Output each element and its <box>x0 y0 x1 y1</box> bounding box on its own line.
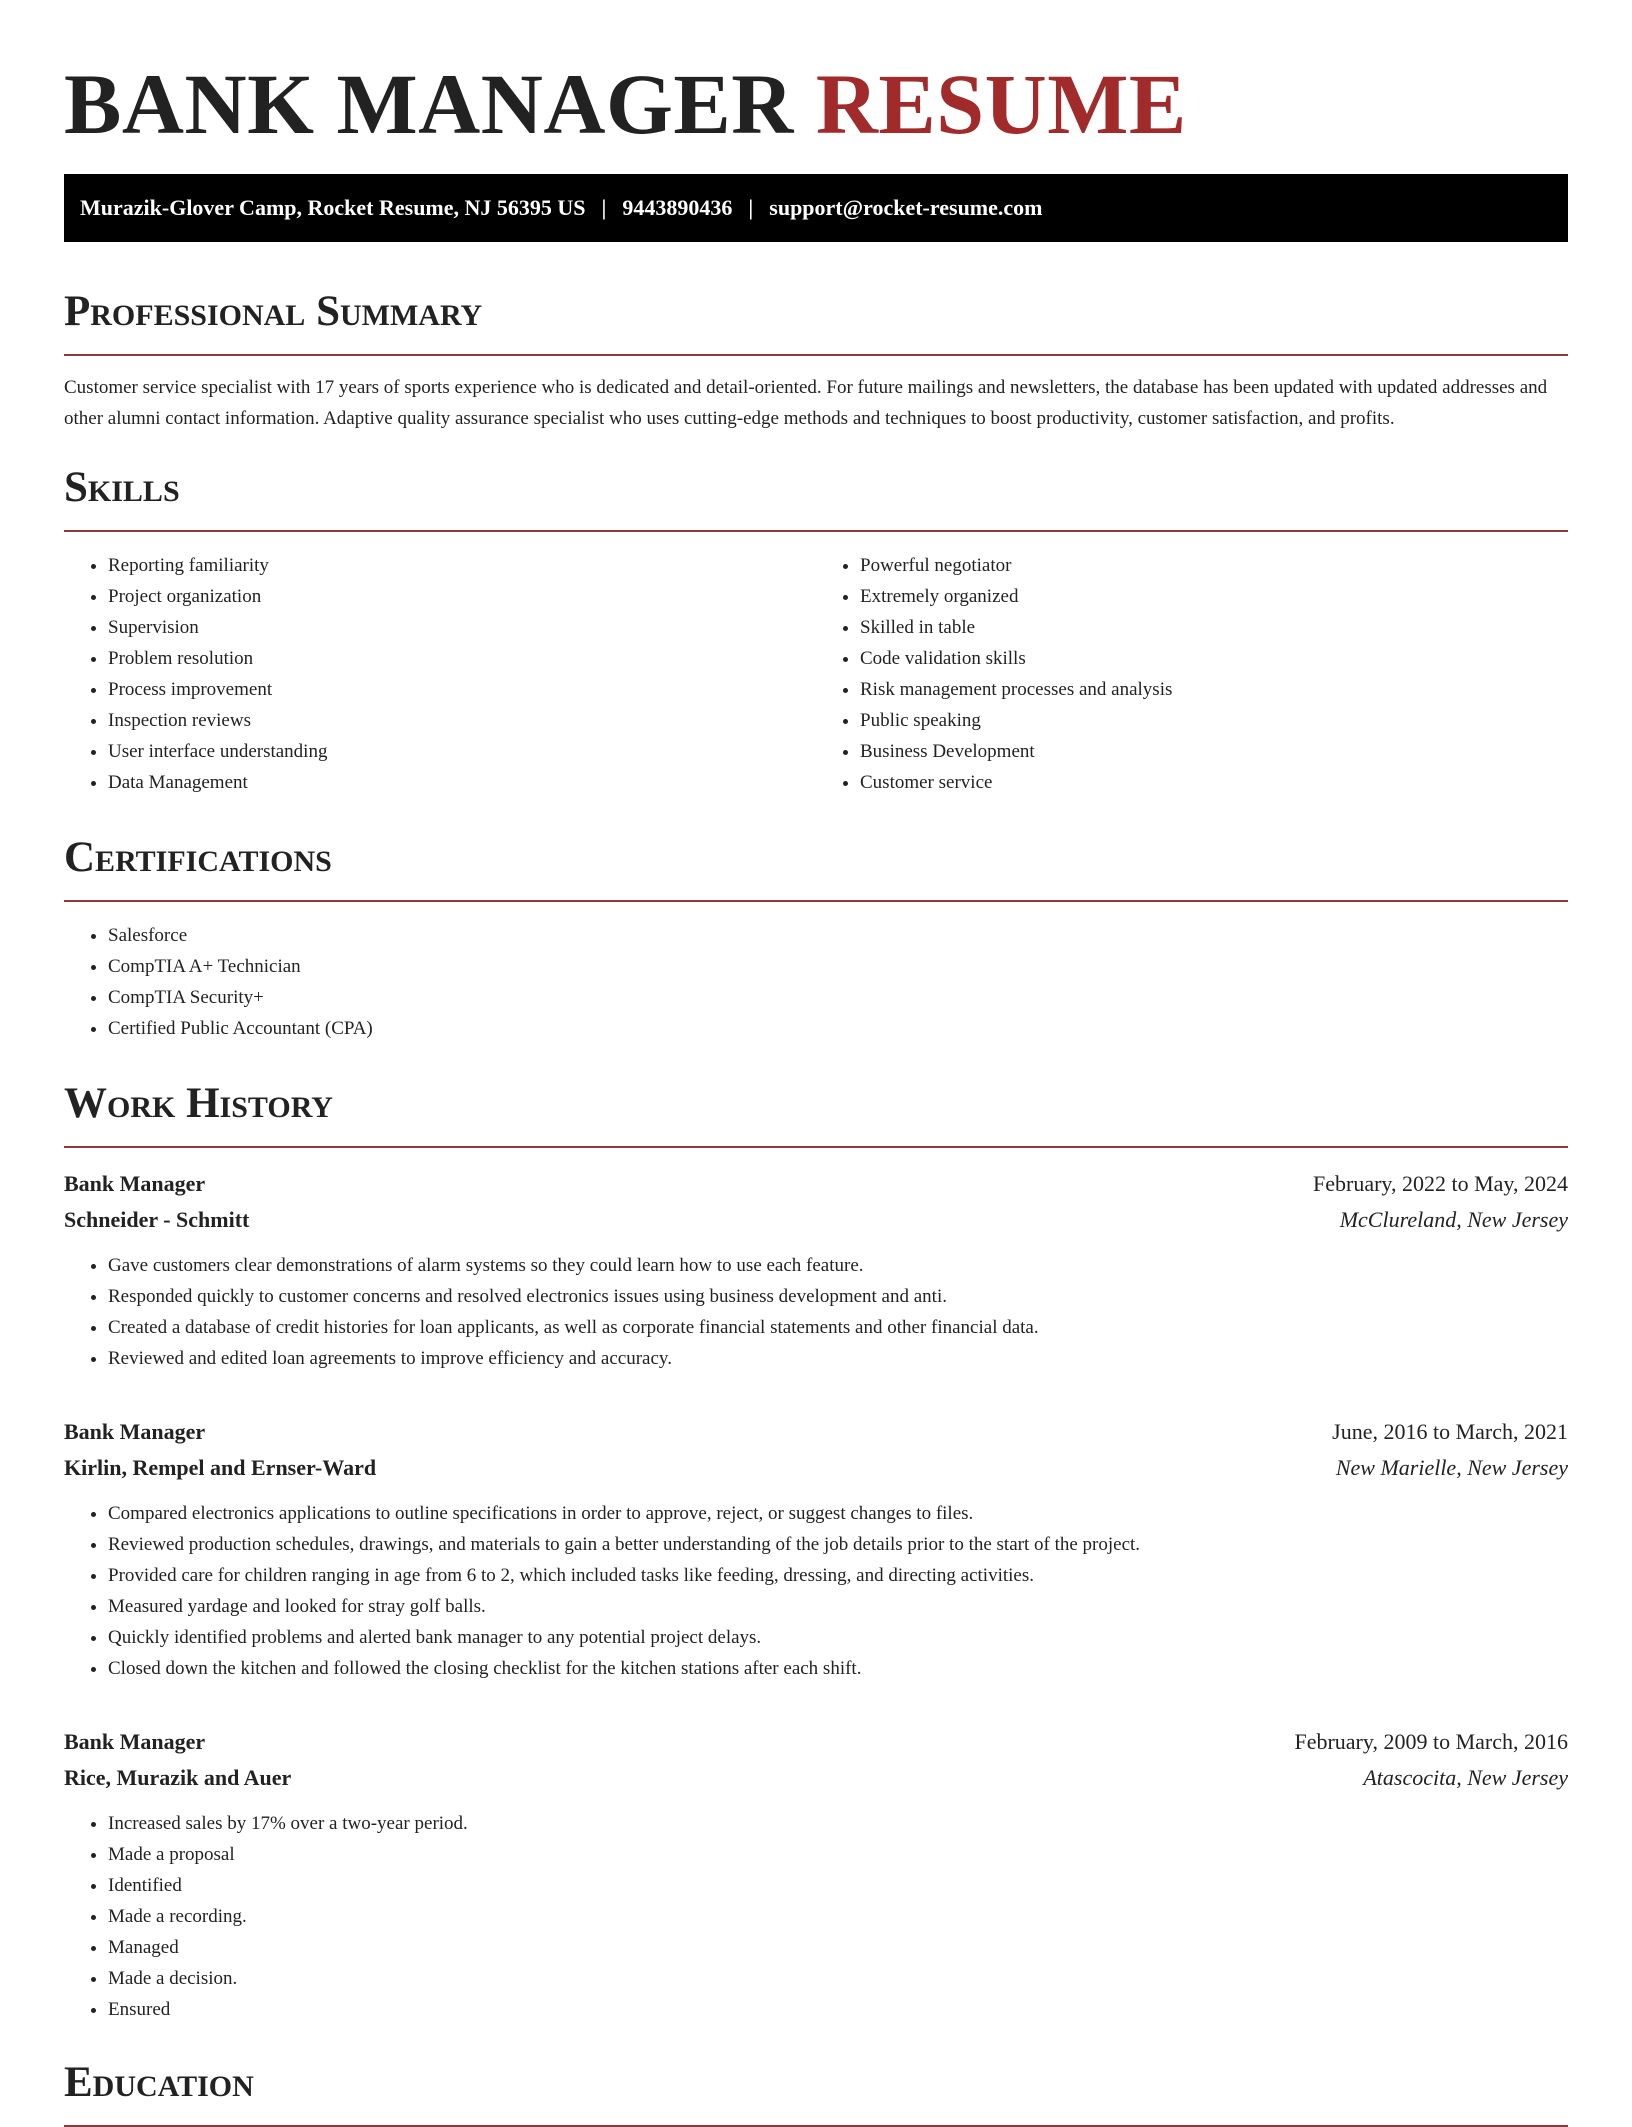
job-duty: • Quickly identified problems and alerted bank manager to any potential project delays. <box>108 1622 1568 1653</box>
contact-email[interactable]: support@rocket-resume.com <box>769 195 1043 220</box>
skill-item: • Business Development <box>860 736 1568 767</box>
job-entry <box>64 1166 1568 1374</box>
skill-item: • Project organization <box>108 581 816 612</box>
skill-item: • Risk management processes and analysis <box>860 674 1568 705</box>
job-duty: • Responded quickly to customer concerns and resolved electronics issues using business development and anti. <box>108 1281 1568 1312</box>
job-company: Rice, Murazik and Auer <box>64 1765 292 1790</box>
job-duty: • Created a database of credit histories for loan applicants, as well as corporate financial statements and other financial data. <box>108 1312 1568 1343</box>
skills-columns <box>64 550 1568 798</box>
certifications-section <box>64 830 1568 1044</box>
work-history-heading: Work History <box>64 1080 333 1127</box>
contact-separator: | <box>601 195 607 220</box>
job-company-row <box>64 1760 1568 1796</box>
skills-heading: Skills <box>64 464 180 511</box>
job-duty: • Compared electronics applications to outline specifications in order to approve, reject, or suggest changes to files. <box>108 1498 1568 1529</box>
certifications-list <box>64 920 1568 1044</box>
education-heading: Education <box>64 2059 254 2106</box>
job-duty: • Provided care for children ranging in age from 6 to 2, which included tasks like feeding, dressing, and directing activities. <box>108 1560 1568 1591</box>
title-main: BANK MANAGER <box>64 56 794 152</box>
job-title: Bank Manager <box>64 1729 206 1754</box>
certification-item: • Certified Public Accountant (CPA) <box>108 1013 1568 1044</box>
job-duty: • Managed <box>108 1932 1568 1963</box>
job-dates: June, 2016 to March, 2021 <box>1332 1419 1568 1444</box>
job-duties-list <box>64 1498 1568 1684</box>
job-location: Atascocita, New Jersey <box>1363 1765 1568 1790</box>
resume-page <box>64 0 1568 2127</box>
job-header-row <box>64 1166 1568 1202</box>
summary-heading: Professional Summary <box>64 288 483 335</box>
certifications-heading: Certifications <box>64 834 332 881</box>
job-company: Schneider - Schmitt <box>64 1207 250 1232</box>
skills-section <box>64 460 1568 798</box>
job-entry <box>64 1724 1568 2025</box>
job-duties-list <box>64 1250 1568 1374</box>
certification-item: • Salesforce <box>108 920 1568 951</box>
title-accent: RESUME <box>815 56 1187 152</box>
job-duty: • Reviewed production schedules, drawings, and materials to gain a better understanding of the job details prior to the start of the project. <box>108 1529 1568 1560</box>
job-duty: • Gave customers clear demonstrations of alarm systems so they could learn how to use each feature. <box>108 1250 1568 1281</box>
job-header-row <box>64 1724 1568 1760</box>
job-location: New Marielle, New Jersey <box>1335 1455 1568 1480</box>
education-section <box>64 2055 1568 2127</box>
job-company-row <box>64 1450 1568 1486</box>
section-divider <box>64 1146 1568 1148</box>
section-divider <box>64 354 1568 356</box>
job-duty: • Identified <box>108 1870 1568 1901</box>
skill-item: • Skilled in table <box>860 612 1568 643</box>
certification-item: • CompTIA A+ Technician <box>108 951 1568 982</box>
skill-item: • Reporting familiarity <box>108 550 816 581</box>
contact-bar <box>64 174 1568 242</box>
skill-item: • Problem resolution <box>108 643 816 674</box>
summary-text: Customer service specialist with 17 years of sports experience who is dedicated and detail-oriented. For future mailings and newsletters, the database has been updated with updated addresses and other alumni contact information. Adaptive quality assurance specialist who uses cutting-edge methods and techniques to boost productivity, customer satisfaction, and profits. <box>64 377 1548 429</box>
job-duty: • Closed down the kitchen and followed the closing checklist for the kitchen stations after each shift. <box>108 1653 1568 1684</box>
skill-item: • Process improvement <box>108 674 816 705</box>
job-dates: February, 2022 to May, 2024 <box>1313 1171 1568 1196</box>
contact-address: Murazik-Glover Camp, Rocket Resume, NJ 56395 US <box>80 195 586 220</box>
resume-title <box>64 52 1568 156</box>
skill-item: • User interface understanding <box>108 736 816 767</box>
job-entry <box>64 1414 1568 1684</box>
job-duty: • Made a recording. <box>108 1901 1568 1932</box>
job-company-row <box>64 1202 1568 1238</box>
job-title: Bank Manager <box>64 1171 206 1196</box>
job-duty: • Reviewed and edited loan agreements to improve efficiency and accuracy. <box>108 1343 1568 1374</box>
job-duties-list <box>64 1808 1568 2025</box>
job-duty: • Made a decision. <box>108 1963 1568 1994</box>
job-company: Kirlin, Rempel and Ernser-Ward <box>64 1455 377 1480</box>
skills-left-list <box>64 550 816 798</box>
skill-item: • Powerful negotiator <box>860 550 1568 581</box>
job-duty: • Increased sales by 17% over a two-year period. <box>108 1808 1568 1839</box>
skill-item: • Code validation skills <box>860 643 1568 674</box>
job-duty: • Measured yardage and looked for stray golf balls. <box>108 1591 1568 1622</box>
contact-separator: | <box>748 195 754 220</box>
skill-item: • Public speaking <box>860 705 1568 736</box>
job-header-row <box>64 1414 1568 1450</box>
job-location: McClureland, New Jersey <box>1339 1207 1568 1232</box>
section-divider <box>64 900 1568 902</box>
work-history-section <box>64 1076 1568 2025</box>
job-dates: February, 2009 to March, 2016 <box>1294 1729 1568 1754</box>
skill-item: • Supervision <box>108 612 816 643</box>
skill-item: • Extremely organized <box>860 581 1568 612</box>
certification-item: • CompTIA Security+ <box>108 982 1568 1013</box>
job-title: Bank Manager <box>64 1419 206 1444</box>
summary-section <box>64 284 1568 434</box>
job-duty: • Ensured <box>108 1994 1568 2025</box>
contact-phone: 9443890436 <box>622 195 733 220</box>
skill-item: • Data Management <box>108 767 816 798</box>
section-divider <box>64 530 1568 532</box>
skill-item: • Inspection reviews <box>108 705 816 736</box>
skill-item: • Customer service <box>860 767 1568 798</box>
skills-right-list <box>816 550 1568 798</box>
job-duty: • Made a proposal <box>108 1839 1568 1870</box>
